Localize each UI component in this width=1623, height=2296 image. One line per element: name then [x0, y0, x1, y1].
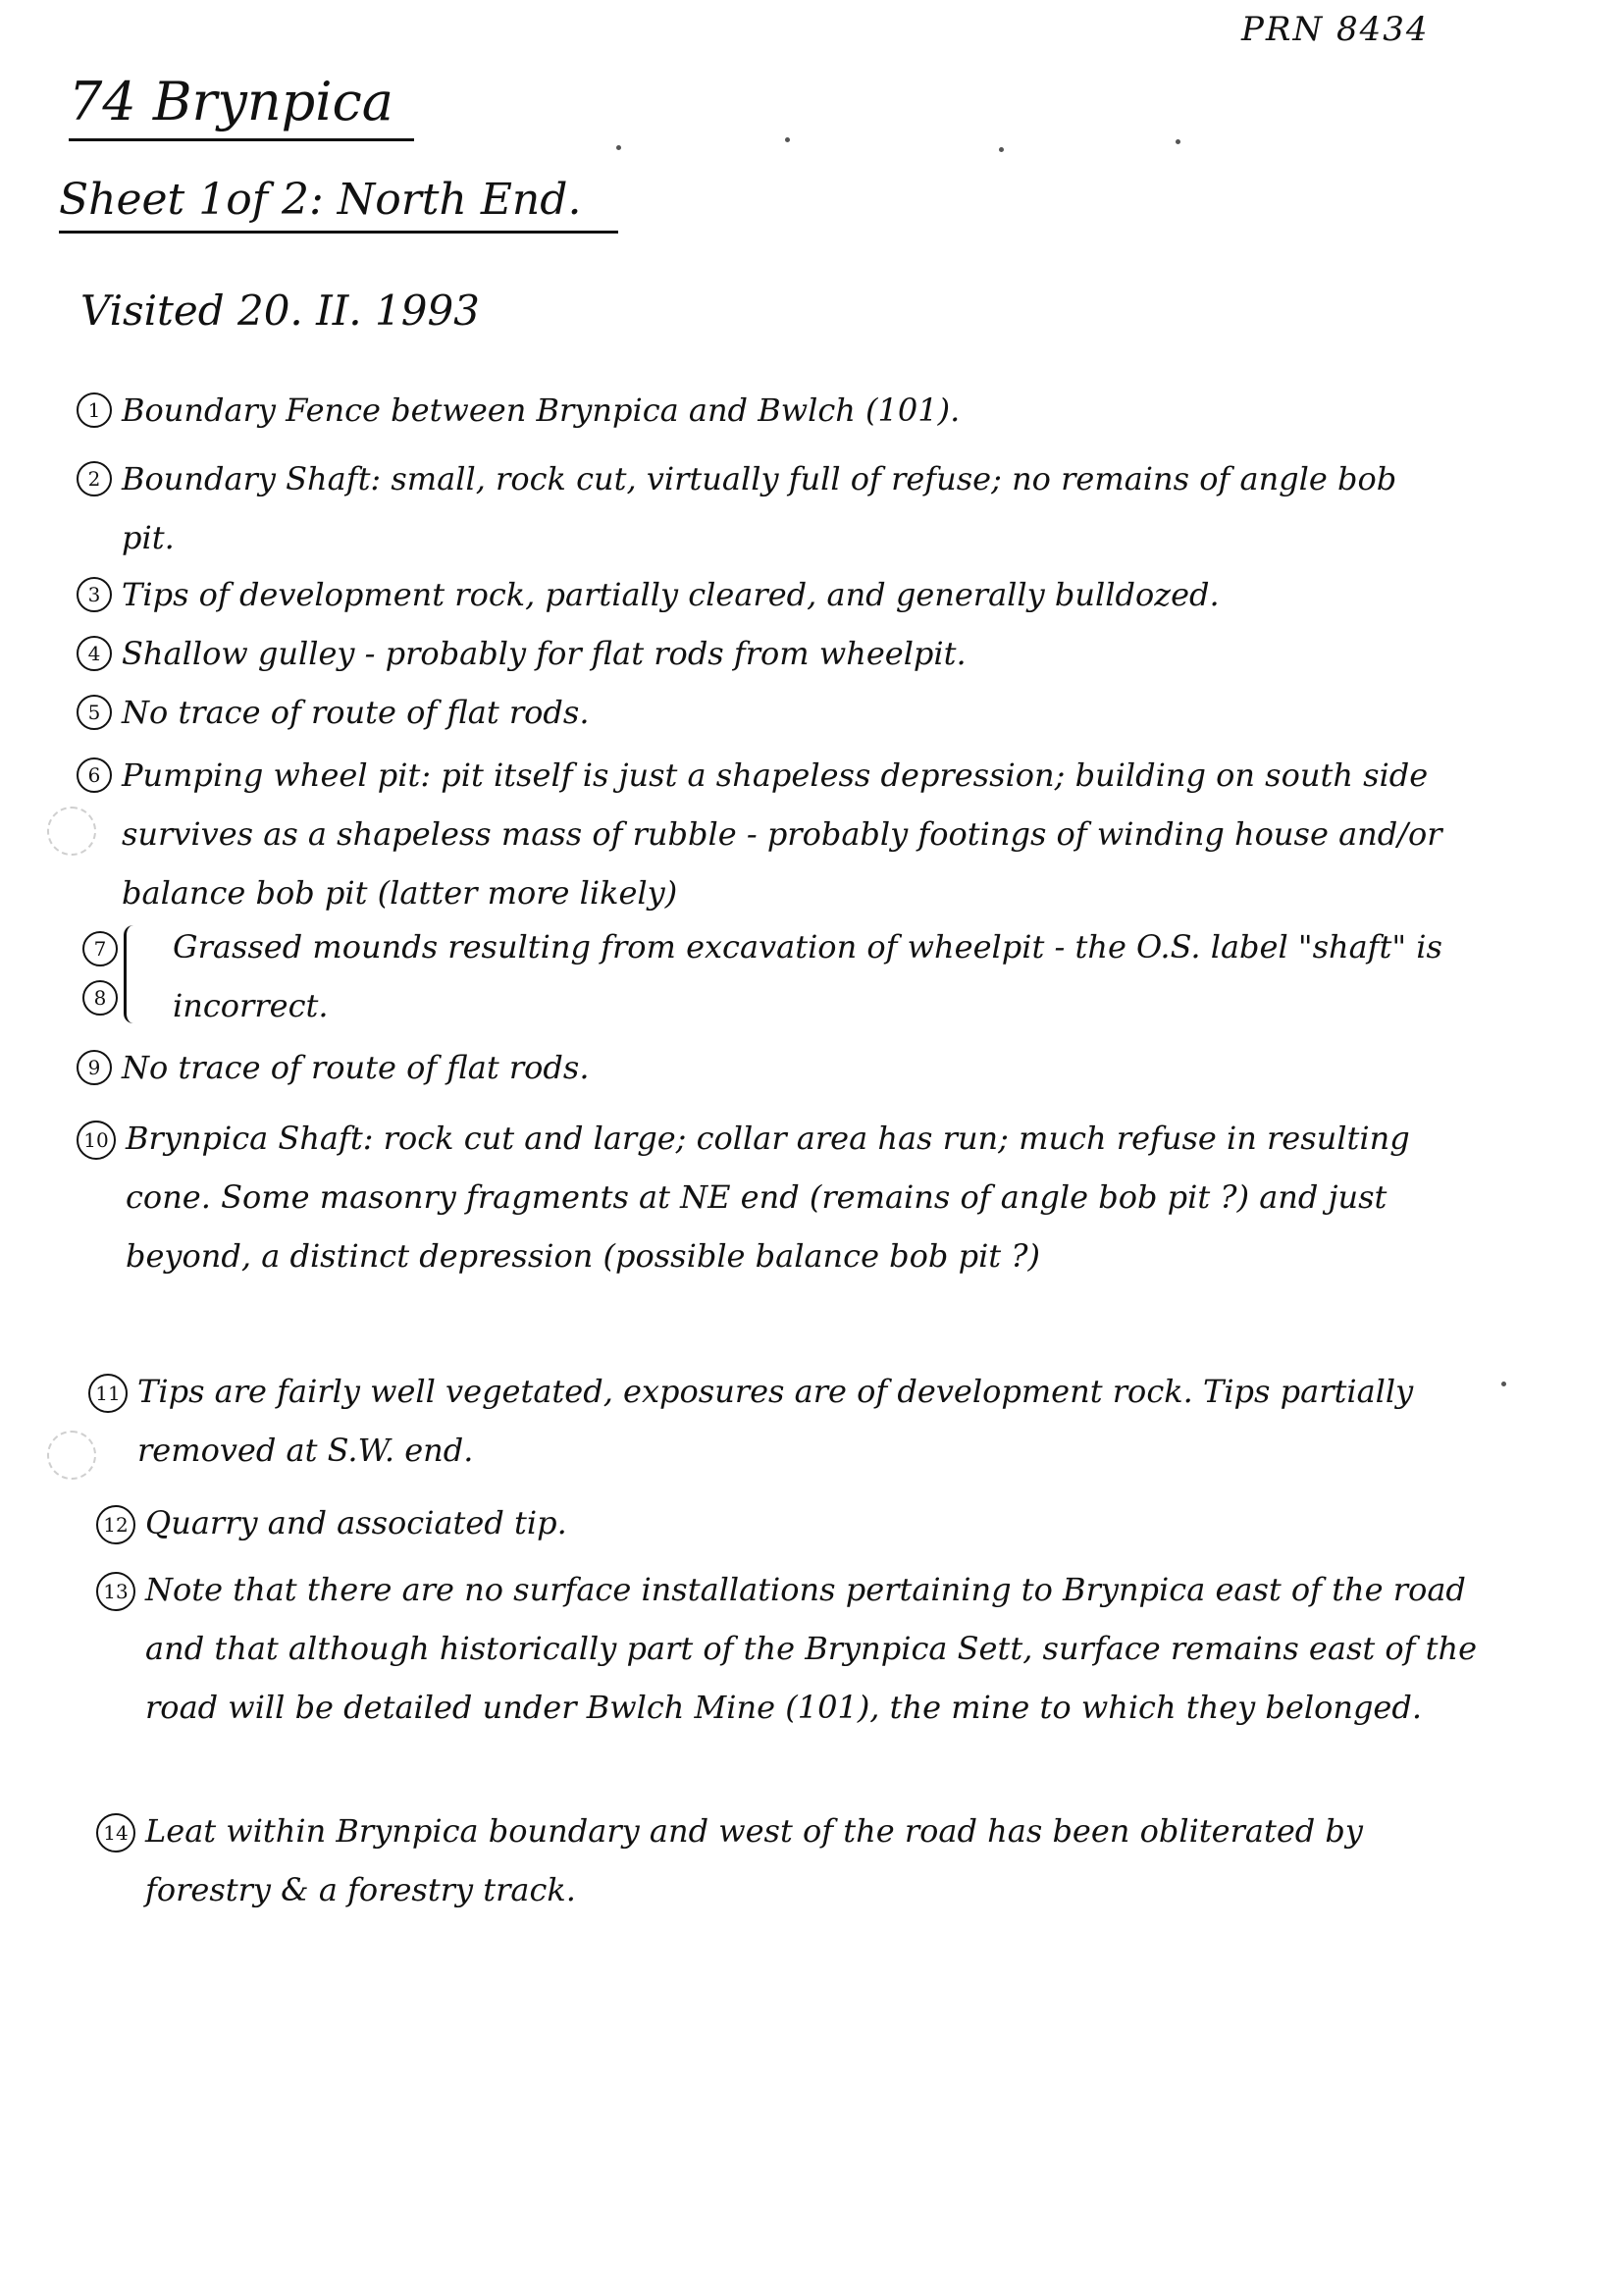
note-item [96, 1560, 1490, 1737]
brace-icon [124, 925, 140, 1023]
hole-punch-mark [47, 807, 96, 856]
note-item [77, 1038, 1470, 1097]
note-number: 1 [77, 392, 112, 428]
note-text: Brynpica Shaft: rock cut and large; collar area has run; much refuse in resulting cone. Some masonry fragments at NE end (remains of angle bob pit ?) and just beyond, a distinct depression (possible balance bob pit ?) [126, 1120, 1410, 1275]
note-number: 5 [77, 695, 112, 730]
page-title: 74 Brynpica [69, 71, 414, 141]
note-number: 7 [82, 931, 118, 966]
note-text: Tips of development rock, partially cleared, and generally bulldozed. [122, 576, 1220, 613]
note-number: 12 [96, 1505, 135, 1544]
note-number: 13 [96, 1572, 135, 1611]
ink-speck [1176, 139, 1180, 144]
note-item [77, 449, 1450, 567]
note-item [77, 565, 1470, 624]
note-number: 14 [96, 1813, 135, 1852]
note-item [96, 1493, 1470, 1552]
hole-punch-mark [47, 1431, 96, 1480]
note-text: No trace of route of flat rods. [122, 694, 590, 731]
ink-speck [616, 145, 621, 150]
note-text: Boundary Shaft: small, rock cut, virtually full of refuse; no remains of angle bob pit. [122, 460, 1397, 556]
note-text: Boundary Fence between Brynpica and Bwlch (101). [122, 391, 961, 429]
note-number: 3 [77, 577, 112, 612]
note-item [88, 1362, 1482, 1480]
ink-speck [1501, 1382, 1506, 1386]
note-item [77, 1109, 1499, 1285]
note-text: Note that there are no surface installations pertaining to Brynpica east of the road and that although historically part of the Brynpica Sett, surface remains east of the road will be detailed under Bwlch Mine (101), the mine to which they belonged. [145, 1571, 1478, 1726]
note-item [77, 746, 1490, 922]
note-number: 9 [77, 1050, 112, 1085]
sheet-subtitle: Sheet 1of 2: North End. [59, 175, 618, 234]
note-number: 11 [88, 1374, 128, 1413]
note-number: 2 [77, 461, 112, 496]
note-text: Shallow gulley - probably for flat rods from wheelpit. [122, 635, 967, 672]
grouped-note-numbers [82, 917, 122, 1029]
note-item [77, 683, 1470, 742]
note-number: 4 [77, 636, 112, 671]
reference-number: PRN 8434 [1241, 10, 1430, 49]
note-text: Pumping wheel pit: pit itself is just a shapeless depression; building on south side survives as a shapeless mass of rubble - probably footings of winding house and/or balance bob pit (latter more likely) [122, 757, 1442, 912]
grouped-note [82, 917, 1442, 1035]
visit-date: Visited 20. II. 1993 [80, 287, 480, 335]
note-item [77, 381, 1470, 440]
note-text: Leat within Brynpica boundary and west of the road has been obliterated by forestry & a forestry track. [145, 1812, 1363, 1908]
note-number: 10 [77, 1121, 116, 1160]
note-text: Quarry and associated tip. [145, 1504, 567, 1541]
grouped-note-text: Grassed mounds resulting from excavation of wheelpit - the O.S. label "shaft" is incorrect. [173, 928, 1442, 1024]
ink-speck [785, 137, 790, 142]
note-number: 8 [82, 980, 118, 1016]
note-text: No trace of route of flat rods. [122, 1049, 590, 1086]
note-number: 6 [77, 757, 112, 793]
note-text: Tips are fairly well vegetated, exposures are of development rock. Tips partially removed at S.W. end. [137, 1373, 1414, 1469]
note-item [96, 1801, 1490, 1919]
note-item [77, 624, 1470, 683]
ink-speck [999, 147, 1004, 152]
